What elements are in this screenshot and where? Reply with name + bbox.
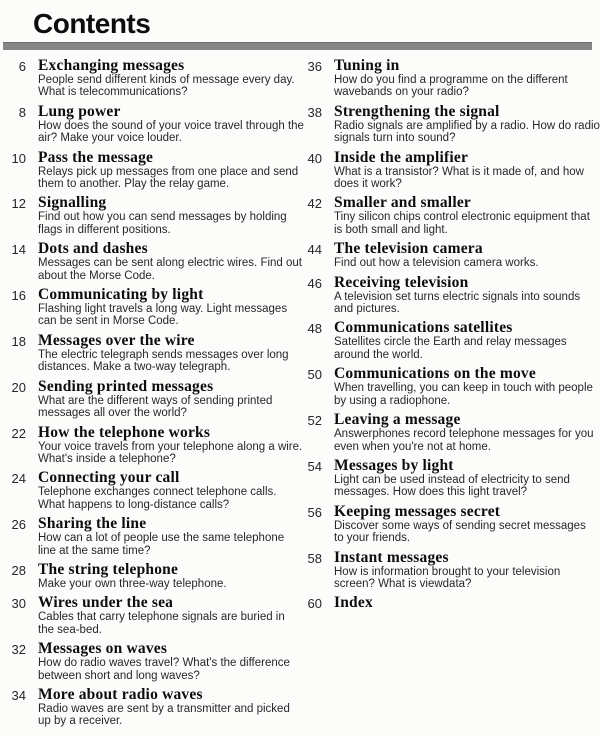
- entry-description-line: When travelling, you can keep in touch with people: [334, 382, 593, 395]
- entry-description-line: Your voice travels from your telephone along a wire.: [38, 440, 303, 453]
- entry-description-line: line at the same time?: [38, 544, 151, 557]
- entry-body: [38, 470, 276, 511]
- entry-title: Messages by light: [334, 456, 454, 474]
- entry-title: Wires under the sea: [38, 594, 174, 612]
- toc-entry: [304, 150, 600, 191]
- entry-page-number: 46: [307, 275, 322, 291]
- entry-description-line: The electric telegraph sends messages over long: [38, 348, 289, 361]
- entry-body: [38, 241, 302, 282]
- entry-page-number: 40: [307, 150, 322, 166]
- entry-description-line: them to another. Play the relay game.: [38, 178, 230, 191]
- toc-entry: [304, 550, 600, 591]
- entry-body: [38, 562, 227, 590]
- entry-description-line: air? Make your voice louder.: [38, 132, 182, 145]
- entry-body: [38, 379, 272, 420]
- entry-title: Exchanging messages: [38, 57, 185, 74]
- entry-description-line: screen? What is viewdata?: [334, 577, 472, 590]
- entry-page-number: 52: [307, 413, 322, 429]
- entry-page-number: 20: [11, 379, 26, 395]
- entry-title: Strengthening the signal: [334, 102, 500, 120]
- entry-body: [38, 150, 298, 191]
- entry-body: [334, 241, 539, 269]
- toc-entry: [8, 641, 304, 682]
- entry-description-line: does it work?: [334, 178, 402, 191]
- entry-title: Keeping messages secret: [334, 502, 501, 520]
- entry-page-number: 14: [11, 242, 26, 258]
- entry-body: [38, 687, 290, 728]
- entry-description-line: Answerphones record telephone messages for you: [334, 428, 594, 441]
- toc-entry: [8, 562, 304, 590]
- entry-title: Inside the amplifier: [334, 148, 469, 166]
- entry-description-line: Radio signals are amplified by a radio. How do radio: [334, 119, 600, 132]
- entry-body: [334, 195, 590, 236]
- entry-page-number: 10: [11, 150, 26, 166]
- entry-page-number: 42: [307, 196, 322, 212]
- entry-body: [334, 320, 567, 361]
- entry-description-line: Cables that carry telephone signals are buried in: [38, 611, 285, 624]
- toc-entry: [304, 195, 600, 236]
- entry-description-line: What is telecommunications?: [38, 86, 188, 99]
- entry-body: [38, 641, 290, 682]
- entry-body: [334, 504, 586, 545]
- entry-title: Connecting your call: [38, 469, 180, 487]
- entry-page-number: 30: [11, 596, 26, 612]
- entry-body: [38, 58, 295, 99]
- entry-description-line: How can a lot of people use the same telephone: [38, 532, 285, 545]
- entry-body: [334, 150, 584, 191]
- entry-description-line: even when you're not at home.: [334, 440, 491, 453]
- toc-entry: [304, 275, 600, 316]
- entry-description-line: to your friends.: [334, 532, 411, 545]
- entry-description-line: Find out how a television camera works.: [334, 257, 539, 270]
- entry-title: Messages over the wire: [38, 331, 195, 349]
- entry-page-number: 58: [307, 550, 322, 566]
- entry-description-line: Messages can be sent along electric wires. Find out: [38, 257, 302, 270]
- toc-entry: [8, 516, 304, 557]
- entry-body: [334, 366, 593, 407]
- toc-entry: [8, 687, 304, 728]
- toc-entry: [304, 58, 600, 99]
- entry-description-line: A television set turns electric signals into sounds: [334, 290, 581, 303]
- entry-body: [38, 516, 284, 557]
- entry-page-number: 38: [307, 104, 322, 120]
- entry-description-line: What is a transistor? What is it made of, and how: [334, 165, 584, 178]
- entry-page-number: 32: [11, 642, 26, 658]
- entry-page-number: 48: [307, 321, 322, 337]
- entry-page-number: 26: [11, 517, 26, 533]
- entry-title: Communications on the move: [334, 365, 536, 383]
- entry-title: How the telephone works: [38, 423, 211, 441]
- entry-body: [38, 104, 304, 145]
- toc-entry: [8, 195, 304, 236]
- toc-entry: [8, 595, 304, 636]
- entry-page-number: 8: [18, 104, 26, 120]
- entry-page-number: 54: [307, 458, 322, 474]
- entry-description-line: Tiny silicon chips control electronic equipment that: [334, 211, 590, 224]
- entry-description-line: Make your own three-way telephone.: [38, 577, 227, 590]
- entry-title: Lung power: [38, 102, 121, 120]
- entry-description-line: What's inside a telephone?: [38, 452, 176, 465]
- toc-entry: [8, 470, 304, 511]
- entry-description-line: How do radio waves travel? What's the difference: [38, 657, 290, 670]
- entry-title: Leaving a message: [334, 411, 461, 429]
- entry-title: Sharing the line: [38, 515, 147, 533]
- entry-page-number: 12: [11, 196, 26, 212]
- toc-entry: [8, 104, 304, 145]
- entry-description-line: Telephone exchanges connect telephone calls.: [38, 486, 277, 499]
- page-header: [0, 0, 600, 39]
- entry-page-number: 60: [307, 596, 322, 612]
- entry-body: [334, 104, 600, 145]
- entry-body: [38, 195, 287, 236]
- toc-entry: [8, 333, 304, 374]
- toc-entry: [304, 595, 600, 612]
- toc-entry: [304, 366, 600, 407]
- entry-description-line: What are the different ways of sending printed: [38, 394, 273, 407]
- entry-page-number: 6: [18, 59, 26, 74]
- entry-body: [38, 595, 285, 636]
- entry-description-line: is both small and light.: [334, 223, 448, 236]
- toc-left-column: [8, 58, 304, 733]
- entry-page-number: 16: [11, 288, 26, 304]
- entry-description-line: Flashing light travels a long way. Light messages: [38, 303, 288, 316]
- entry-title: The television camera: [334, 240, 483, 258]
- toc-entry: [8, 241, 304, 282]
- entry-title: More about radio waves: [38, 685, 203, 703]
- entry-title: Sending printed messages: [38, 377, 214, 395]
- entry-title: Index: [334, 594, 373, 612]
- entry-description-line: about the Morse Code.: [38, 269, 155, 282]
- toc-entry: [8, 379, 304, 420]
- toc-entry: [8, 425, 304, 466]
- entry-description-line: signals turn into sound?: [334, 132, 456, 145]
- toc-entry: [304, 504, 600, 545]
- entry-description-line: flags in different positions.: [38, 223, 171, 236]
- entry-body: [334, 595, 373, 612]
- entry-title: Communicating by light: [38, 286, 204, 304]
- entry-body: [334, 275, 580, 316]
- entry-description-line: How is information brought to your television: [334, 565, 561, 578]
- entry-body: [38, 287, 287, 328]
- toc-entry: [304, 320, 600, 361]
- entry-description-line: messages all over the world?: [38, 407, 187, 420]
- toc-right-column: [304, 58, 600, 733]
- entry-title: Smaller and smaller: [334, 194, 471, 212]
- entry-description-line: Light can be used instead of electricity to send: [334, 473, 570, 486]
- entry-description-line: Satellites circle the Earth and relay messages: [334, 336, 567, 349]
- entry-page-number: 50: [307, 367, 322, 383]
- entry-page-number: 36: [307, 59, 322, 74]
- entry-page-number: 56: [307, 504, 322, 520]
- entry-description-line: People send different kinds of message every day.: [38, 74, 295, 86]
- entry-title: Dots and dashes: [38, 240, 148, 258]
- entry-description-line: Find out how you can send messages by holding: [38, 211, 287, 224]
- entry-description-line: Relays pick up messages from one place and send: [38, 165, 299, 178]
- toc-columns: [0, 50, 600, 733]
- entry-description-line: the sea-bed.: [38, 623, 102, 636]
- entry-title: Communications satellites: [334, 319, 513, 337]
- entry-body: [334, 550, 560, 591]
- entry-title: Tuning in: [334, 57, 400, 74]
- entry-title: Messages on waves: [38, 640, 168, 658]
- entry-body: [334, 58, 568, 99]
- entry-page-number: 28: [11, 562, 26, 578]
- entry-description-line: How does the sound of your voice travel through the: [38, 119, 304, 132]
- entry-title: The string telephone: [38, 560, 179, 578]
- toc-entry: [304, 458, 600, 499]
- entry-title: Receiving television: [334, 273, 469, 291]
- entry-body: [334, 412, 594, 453]
- entry-description-line: Radio waves are sent by a transmitter and picked: [38, 702, 290, 715]
- entry-description-line: up by a receiver.: [38, 715, 123, 728]
- entry-title: Pass the message: [38, 148, 154, 166]
- toc-entry: [304, 412, 600, 453]
- entry-description-line: distances. Make a two-way telegraph.: [38, 361, 231, 374]
- entry-description-line: Discover some ways of sending secret messages: [334, 519, 586, 532]
- entry-description-line: can be sent in Morse Code.: [38, 315, 179, 328]
- toc-entry: [8, 287, 304, 328]
- entry-title: Instant messages: [334, 548, 449, 566]
- header-rule: [3, 42, 592, 50]
- entry-body: [38, 333, 289, 374]
- toc-entry: [8, 58, 304, 99]
- entry-body: [334, 458, 570, 499]
- entry-page-number: 34: [11, 687, 26, 703]
- entry-description-line: messages. How does this light travel?: [334, 486, 528, 499]
- entry-description-line: and pictures.: [334, 303, 400, 316]
- entry-title: Signalling: [38, 194, 107, 212]
- page-title: Contents: [33, 8, 151, 39]
- entry-page-number: 22: [11, 425, 26, 441]
- entry-page-number: 18: [11, 333, 26, 349]
- toc-entry: [304, 241, 600, 269]
- entry-description-line: wavebands on your radio?: [334, 86, 469, 99]
- entry-body: [38, 425, 302, 466]
- toc-entry: [304, 104, 600, 145]
- entry-description-line: between short and long waves?: [38, 669, 200, 682]
- entry-description-line: How do you find a programme on the different: [334, 74, 568, 86]
- entry-description-line: by using a radiophone.: [334, 394, 451, 407]
- entry-description-line: around the world.: [334, 348, 423, 361]
- toc-entry: [8, 150, 304, 191]
- entry-description-line: What happens to long-distance calls?: [38, 498, 230, 511]
- entry-page-number: 24: [11, 471, 26, 487]
- entry-page-number: 44: [307, 242, 322, 258]
